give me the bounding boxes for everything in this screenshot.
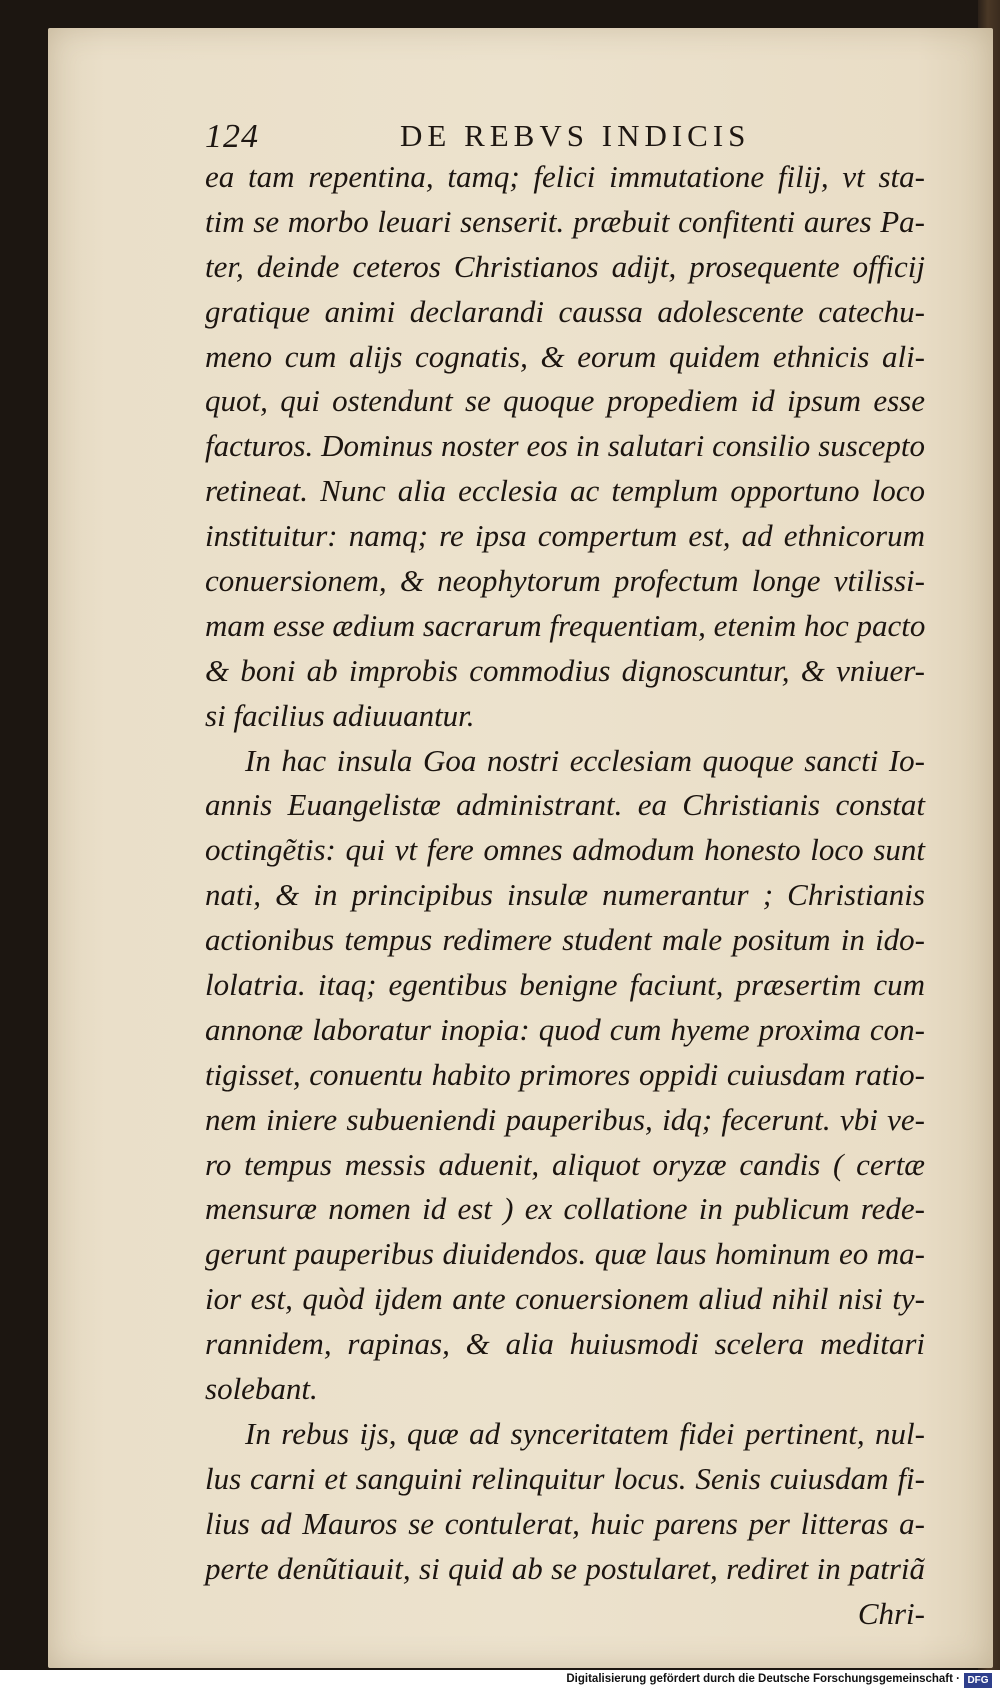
text-line: si facilius adiuuantur. [205,697,475,733]
text-line: lolatria. itaq; egentibus benigne faciunt, præsertim cum [205,967,925,1003]
text-line: ior est, quòd ijdem ante conuersionem aliud nihil nisi ty- [205,1281,925,1317]
text-line: retineat. Nunc alia ecclesia ac templum opportuno loco [205,473,925,509]
dfg-logo: DFG [964,1673,992,1688]
text-line: instituitur: namq; re ipsa compertum est, ad ethnicorum [205,518,925,554]
text-line: annis Euangelistæ administrant. ea Christianis constat [205,787,925,823]
text-line: solebant. [205,1371,318,1407]
text-line: tim se morbo leuari senserit. præbuit confitenti aures Pa- [205,203,925,239]
text-line: nati, & in principibus insulæ numerantur ; Christianis [205,877,925,913]
footer-bar [0,1670,1000,1692]
text-line: ro tempus messis aduenit, aliquot oryzæ candis ( certæ [205,1146,925,1182]
text-line: In hac insula Goa nostri ecclesiam quoque sancti Io- [245,742,925,778]
running-head [205,118,995,158]
catchword: Chri- [857,1595,925,1631]
text-line: annonæ laboratur inopia: quod cum hyeme proxima con- [205,1011,925,1047]
text-line: mensuræ nomen id est ) ex collatione in publicum rede- [205,1191,925,1227]
text-line: mam esse ædium sacrarum frequentiam, etenim hoc pacto [205,607,926,643]
text-line: actionibus tempus redimere student male positum in ido- [205,922,925,958]
text-line: meno cum alijs cognatis, & eorum quidem ethnicis ali- [205,338,925,374]
text-line: facturos. Dominus noster eos in salutari consilio suscepto [205,428,925,464]
funding-credit: Digitalisierung gefördert durch die Deutsche Forschungsgemeinschaft · [566,1673,960,1685]
body-text [205,155,925,1636]
text-line: nem iniere subueniendi pauperibus, idq; fecerunt. vbi ve- [205,1101,925,1137]
text-line: octingẽtis: qui vt fere omnes admodum honesto loco sunt [205,832,925,868]
text-line: ter, deinde ceteros Christianos adijt, prosequente officij [205,248,925,284]
text-line: gerunt pauperibus diuidendos. quæ laus hominum eo ma- [205,1236,925,1272]
text-line: lius ad Mauros se contulerat, huic parens per litteras a- [205,1505,925,1541]
text-line: & boni ab improbis commodius dignoscuntur, & vniuer- [205,652,925,688]
text-line: quot, qui ostendunt se quoque propediem id ipsum esse [205,383,925,419]
text-line: In rebus ijs, quæ ad synceritatem fidei pertinent, nul- [245,1415,925,1451]
page-number: 124 [205,118,259,155]
text-line: rannidem, rapinas, & alia huiusmodi scelera meditari [205,1326,925,1362]
text-line: ea tam repentina, tamq; felici immutatione filij, vt sta- [205,159,925,194]
text-line: conuersionem, & neophytorum profectum longe vtilissi- [205,563,925,599]
text-line: gratique animi declarandi caussa adolescente catechu- [205,293,925,329]
text-line: perte denũtiauit, si quid ab se postularet, rediret in patriã [205,1550,925,1586]
running-title: DE REBVS INDICIS [400,118,751,153]
text-line: lus carni et sanguini relinquitur locus. Senis cuiusdam fi- [205,1460,925,1496]
text-line: tigisset, conuentu habito primores oppidi cuiusdam ratio- [205,1056,925,1092]
